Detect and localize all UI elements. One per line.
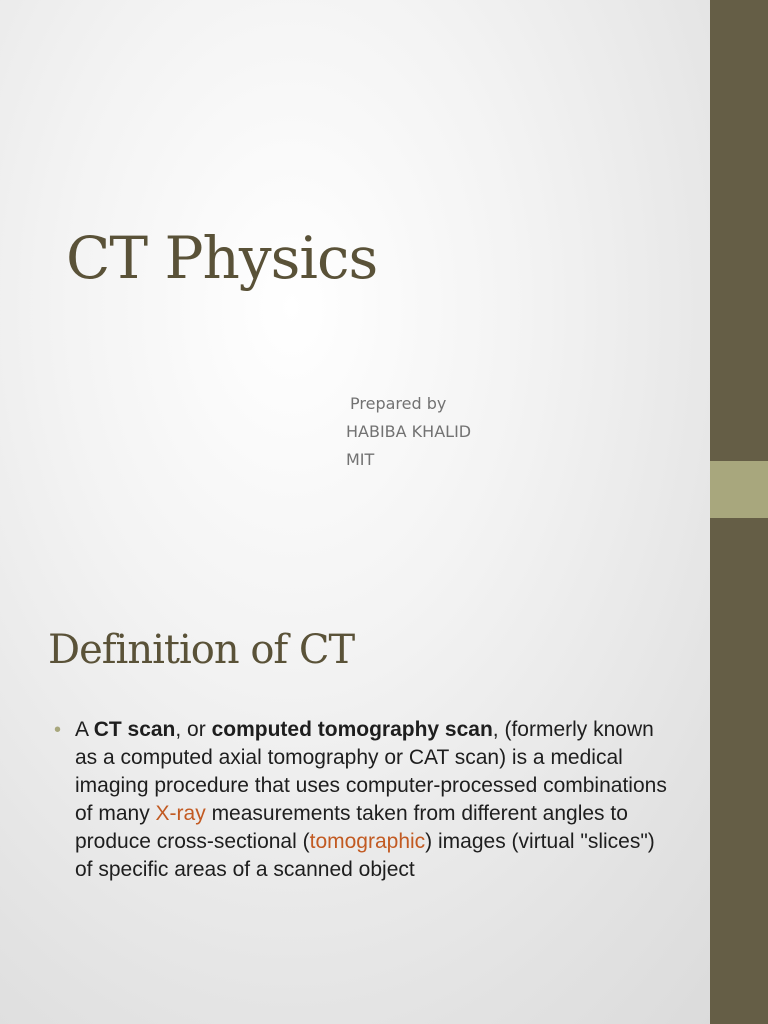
author-affiliation: MIT bbox=[346, 450, 375, 469]
text-segment: ) images (virtual "slices") of specific areas of a scanned object bbox=[75, 830, 655, 881]
link-x-ray[interactable]: X-ray bbox=[155, 802, 206, 825]
prepared-by-label: Prepared by bbox=[350, 394, 447, 413]
term-ct-scan: CT scan bbox=[93, 718, 176, 741]
term-computed-tomography: computed tomography scan bbox=[211, 718, 493, 741]
text-segment: A bbox=[75, 718, 94, 741]
text-segment: measurements taken from different angles to produce cross-sectional ( bbox=[75, 802, 628, 853]
bullet-dot-icon: • bbox=[54, 719, 62, 741]
definition-bullet bbox=[54, 716, 674, 884]
text-segment: , or bbox=[175, 718, 212, 741]
text-segment: , (formerly known as a computed axial tomography or CAT scan) is a medical imaging procedure that uses computer-processed combinations of many bbox=[75, 718, 667, 825]
author-name: HABIBA KHALID bbox=[346, 422, 472, 441]
section-title: Definition of CT bbox=[48, 627, 355, 673]
presenter-info bbox=[346, 390, 471, 474]
link-tomographic[interactable]: tomographic bbox=[309, 830, 426, 853]
bullet-text bbox=[75, 716, 674, 884]
slide-title: CT Physics bbox=[66, 224, 378, 292]
theme-sidebar-accent bbox=[710, 461, 768, 518]
